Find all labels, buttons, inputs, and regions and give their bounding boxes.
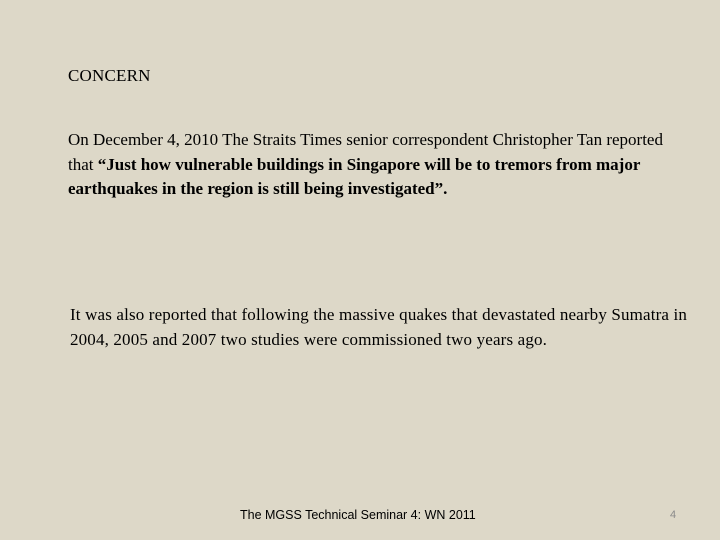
slide-footer: The MGSS Technical Seminar 4: WN 2011 <box>240 508 476 522</box>
slide-heading: CONCERN <box>68 66 151 85</box>
page-number: 4 <box>670 509 677 521</box>
paragraph-studies: It was also reported that following the massive quakes that devastated nearby Sumatra in 2004, 2005 and 2007 two studies were commissioned two years ago. <box>70 305 687 349</box>
paragraph-news-report <box>68 128 668 202</box>
paragraph-news-report-quote: “Just how vulnerable buildings in Singapore will be to tremors from major earthquakes in the region is still being investigated”. <box>68 154 641 198</box>
paragraph-news-report-intro: On December 4, 2010 The Straits Times senior correspondent Christopher Tan reported that <box>68 130 663 174</box>
